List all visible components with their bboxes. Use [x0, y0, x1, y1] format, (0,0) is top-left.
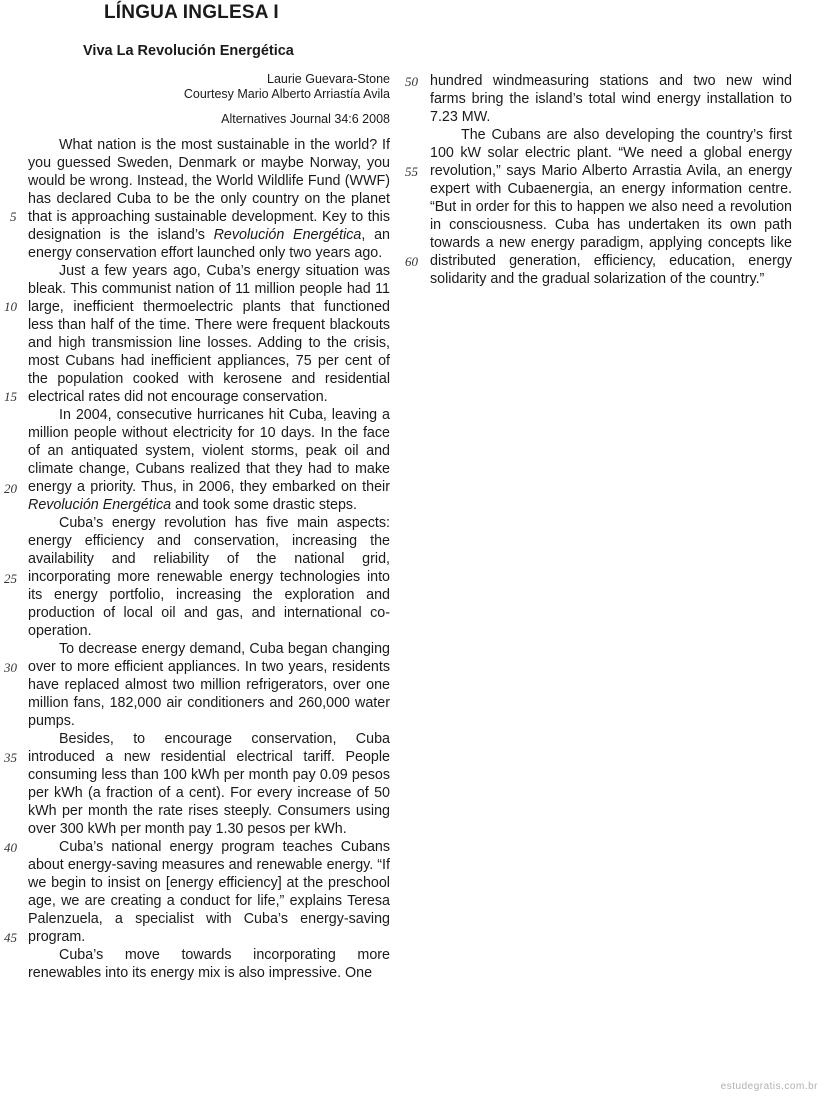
- paragraph: The Cubans are also developing the country’s first 100 kW solar electric plant. “We need a global energy revolution,” says Mario Alberto Arrastia Avila, an energy expert with Cubaenergia, an energy information centre. “But in order for this to happen we also need a revolution in consciousness. Cuba has undertaken its own path towards a new energy paradigm, applying concepts like distributed generation, efficiency, education, energy solidarity and the gradual solarization of the country.”: [430, 127, 792, 287]
- article-title: Viva La Revolución Energética: [83, 43, 294, 59]
- line-number-45: 45: [4, 930, 17, 945]
- left-column: [28, 136, 390, 982]
- byline: [184, 72, 390, 102]
- page-title: LÍNGUA INGLESA I: [104, 2, 279, 23]
- line-number-55: 55: [405, 164, 418, 179]
- paragraph: In 2004, consecutive hurricanes hit Cuba, leaving a million people without electricity for 10 days. In the face of an antiquated system, violent storms, peak oil and climate change, Cubans realized that they had to make energy a priority. Thus, in 2006, they embarked on their Revolución Energética and took some drastic steps.: [28, 407, 390, 513]
- line-number-50: 50: [405, 74, 418, 89]
- line-number-30: 30: [4, 660, 17, 675]
- paragraph: To decrease energy demand, Cuba began changing over to more efficient appliances. In two years, residents have replaced almost two million refrigerators, over one million fans, 182,000 air conditioners and 260,000 water pumps.: [28, 641, 390, 729]
- author: Laurie Guevara-Stone: [267, 72, 390, 86]
- right-column: [430, 72, 792, 288]
- line-number-25: 25: [4, 571, 17, 586]
- line-number-60: 60: [405, 254, 418, 269]
- paragraph: Cuba’s energy revolution has five main aspects: energy efficiency and conservation, increasing the availability and reliability of the national grid, incorporating more renewable energy technologies into its energy portfolio, increasing the exploration and production of local oil and gas, and international co-operation.: [28, 515, 390, 639]
- line-number-40: 40: [4, 840, 17, 855]
- watermark: estudegratis.com.br: [720, 1081, 818, 1092]
- line-number-10: 10: [4, 299, 17, 314]
- paragraph: Cuba’s national energy program teaches Cubans about energy-saving measures and renewable energy. “If we begin to insist on [energy efficiency] at the preschool age, we are creating a conduct for life,” explains Teresa Palenzuela, a specialist with Cuba’s energy-saving program.: [28, 839, 390, 945]
- line-number-15: 15: [4, 389, 17, 404]
- courtesy-note: Courtesy Mario Alberto Arriastía Avila: [183, 87, 390, 101]
- source-citation: Alternatives Journal 34:6 2008: [221, 112, 390, 126]
- line-number-5: 5: [10, 209, 17, 224]
- paragraph: Besides, to encourage conservation, Cuba introduced a new residential electrical tariff. People consuming less than 100 kWh per month pay 0.09 pesos per kWh (a fraction of a cent). For every increase of 50 kWh per month the rate rises steeply. Consumers using over 300 kWh per month pay 1.30 pesos per kWh.: [28, 731, 390, 837]
- line-number-35: 35: [4, 750, 17, 765]
- paragraph: Just a few years ago, Cuba’s energy situation was bleak. This communist nation of 11 million people had 11 large, inefficient thermoelectric plants that functioned less than half of the time. There were frequent blackouts and high transmission line losses. Adding to the crisis, most Cubans had inefficient appliances, 75 per cent of the population cooked with kerosene and residential electrical rates did not encourage conservation.: [28, 263, 390, 405]
- paragraph: What nation is the most sustainable in the world? If you guessed Sweden, Denmark or maybe Norway, you would be wrong. Instead, the World Wildlife Fund (WWF) has declared Cuba to be the only country on the planet that is approaching sustainable development. Key to this designation is the island’s Revolución Energética, an energy conservation effort launched only two years ago.: [28, 137, 390, 261]
- paragraph: Cuba’s move towards incorporating more renewables into its energy mix is also impressive. One: [28, 947, 390, 981]
- paragraph: hundred windmeasuring stations and two new wind farms bring the island’s total wind energy installation to 7.23 MW.: [430, 73, 792, 125]
- line-number-20: 20: [4, 481, 17, 496]
